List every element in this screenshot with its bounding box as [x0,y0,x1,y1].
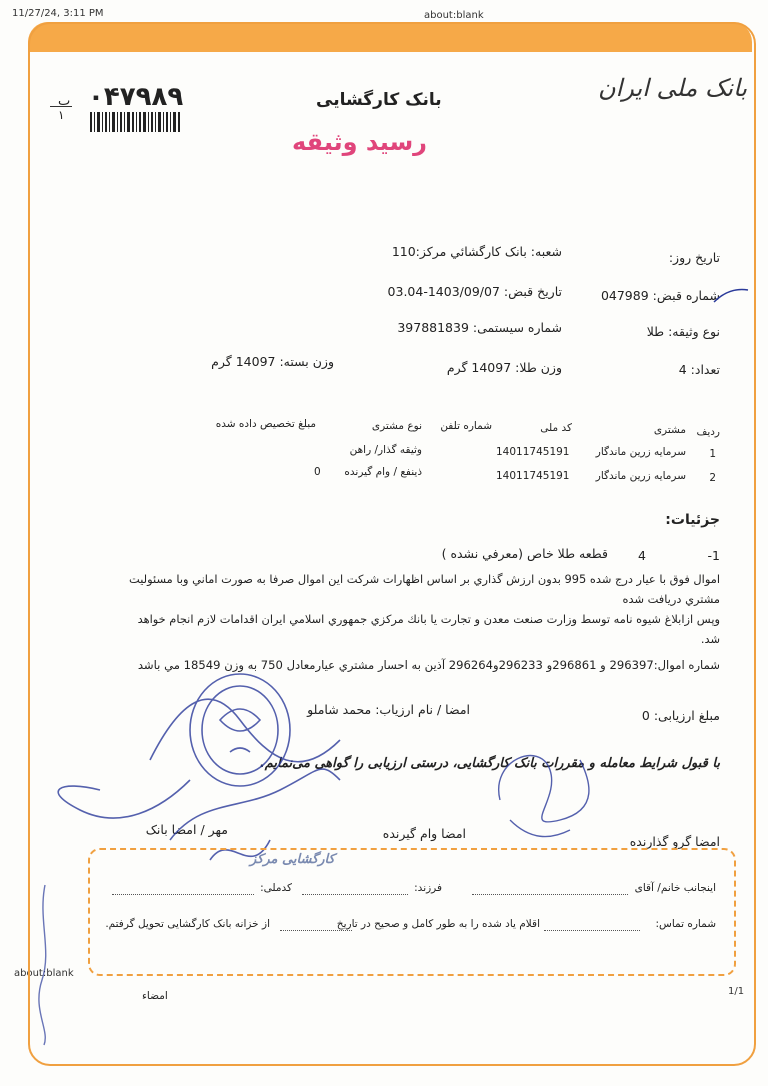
table-header-amount: مبلغ تخصیص داده شده [215,418,316,430]
gold-weight: وزن طلا: 14097 گرم [446,360,562,375]
ink-mark [712,282,752,312]
bank-stamp-text: کارگشایی مرکز [250,852,335,867]
detail-paragraph-1-cont: مشتري دريافت شده [622,592,720,606]
child-of-field [302,884,408,895]
declarant-label: اینجانب خانم/ آقای [634,882,716,894]
system-number: شماره سیستمی: 397881839 [397,320,562,335]
table-row-2-amount: 0 [314,466,321,478]
table-row-1-customer: سرمایه زرین ماندگار [595,446,686,458]
bank-logo: بانک ملی ایران [598,74,748,102]
detail-paragraph-2-cont: شد. [700,632,720,646]
table-header-national-id: کد ملی [540,422,572,434]
table-header-customer-type: نوع مشتری [371,420,422,432]
print-url: about:blank [424,10,484,21]
document-title: رسید وثیقه [292,128,427,156]
print-datetime: 11/27/24, 3:11 PM [12,8,104,19]
item-count: تعداد: 4 [678,362,720,377]
detail-paragraph-1: اموال فوق با عيار درج شده 995 بدون ارزش گذاري بر اساس اظهارات شركت اين اموال صرفا به صورت اماني وبا مسئوليت [129,572,720,586]
table-header-index: ردیف [696,426,720,438]
table-header-phone: شماره تلفن [440,420,492,432]
collateral-type: نوع وثيقه: طلا [646,324,720,339]
table-row-2-customer: سرمایه زرین ماندگار [595,470,686,482]
national-code-field [112,884,254,895]
print-page-count: 1/1 [728,986,745,997]
phone-label: شماره تماس: [655,918,716,930]
form-code-sub: ۱ [58,108,65,122]
appraiser-name: امضا / نام ارزیاب: محمد شاملو [307,702,470,717]
form-code-divider [50,106,72,107]
form-code: ب [58,94,71,109]
barcode [90,112,182,132]
customer-signature [480,740,600,850]
bank-title: بانک کارگشایی [316,90,442,110]
property-numbers: شماره اموال:296397 و 296861و 296233و296264 آذين به احسار مشتري عيارمعادل 750 به وزن 18549 مي باشد [137,658,720,672]
detail-paragraph-2: وپس ازابلاغ شيوه نامه توسط وزارت صنعت معدن و تجارت يا بانك مركزي جمهوري اسلامي ايران اقدامات لازم انجام خواهد [137,612,720,626]
received-text: اقلام یاد شده را به طور کامل و صحیح در تاریخ [336,918,540,930]
detail-item-qty: 4 [638,548,646,563]
borrower-signature-label: امضا وام گیرنده [382,826,466,841]
pledger-signature-label: امضا گرو گذارنده [629,834,720,849]
table-row-2-index: 2 [709,472,716,484]
branch: شعبه: بانک کارگشائي مركز:110 [391,244,562,259]
print-footer-url: about:blank [14,968,74,979]
appraisal-amount: مبلغ ارزیابی: 0 [641,708,720,723]
acceptance-statement: با قبول شرایط معامله و مقررات بانک کارگشایی، درستی ارزیابی را گواهی می‌نمایم. [259,756,720,771]
receipt-number: شماره قبض: 047989 [600,288,720,303]
phone-field [544,920,640,931]
date-label: تاریخ روز: [668,250,720,265]
package-weight: وزن بسته: 14097 گرم [211,354,334,369]
detail-item-desc: قطعه طلا خاص (معرفي نشده ) [441,546,608,561]
table-row-2-national-id: 14011745191 [496,470,570,482]
table-row-1-index: 1 [709,448,716,460]
table-row-1-type: وثیقه گذار/ راهن [349,444,422,456]
margin-handwriting [30,880,60,1050]
details-heading: جزئیات: [665,512,720,528]
delivery-receipt-box [88,848,736,976]
receipt-date: تاریخ قبض: 1403/09/07-03.04 [387,284,562,299]
bank-signature-label: مهر / امضا بانک [145,822,228,837]
signature-label: امضاء [142,990,168,1002]
table-header-customer: مشتری [653,424,686,436]
declarant-name-field [472,884,628,895]
table-row-1-national-id: 14011745191 [496,446,570,458]
date-field [280,920,352,931]
table-row-2-type: ذينفع / وام گيرنده [344,466,422,478]
serial-number: ۰۴۷۹۸۹ [88,82,184,112]
child-of-label: فرزند: [414,882,442,894]
national-code-label: کدملی: [260,882,292,894]
received-text-2: از خزانه بانک کارگشایی تحویل گرفتم. [105,918,270,930]
detail-item-index: 1- [707,548,720,563]
